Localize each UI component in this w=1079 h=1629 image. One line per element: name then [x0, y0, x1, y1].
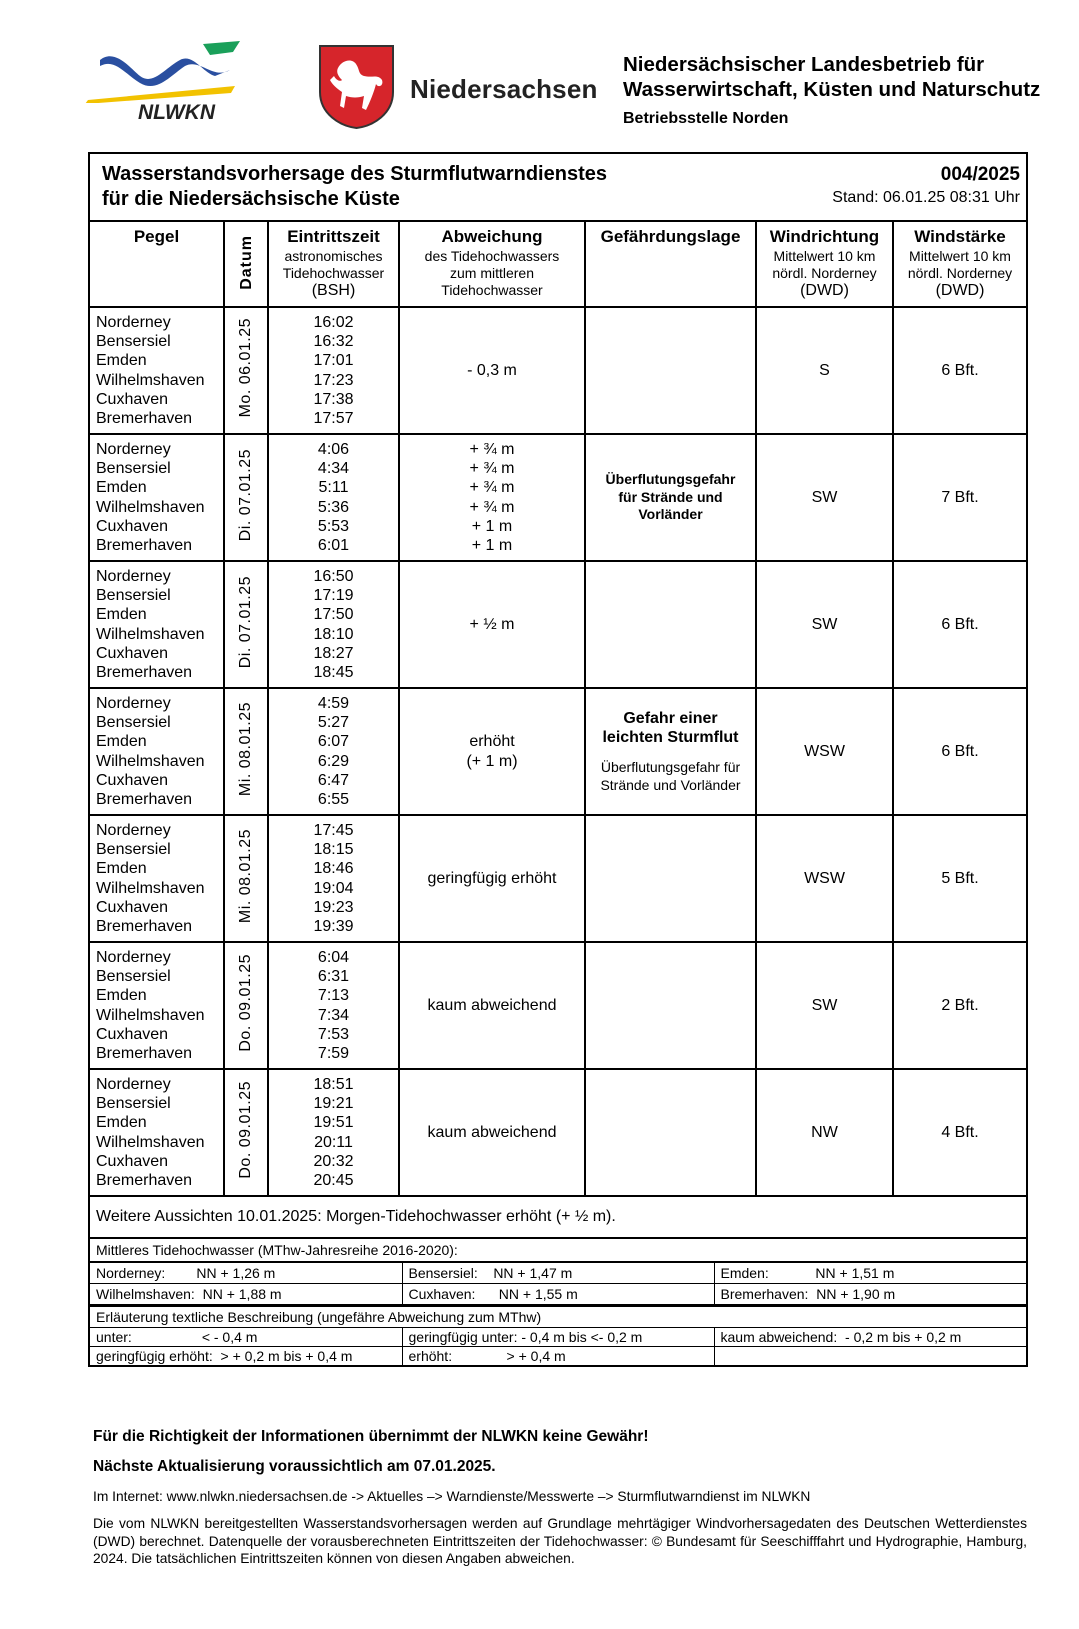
station-name: Cuxhaven — [96, 1152, 169, 1170]
col-datum — [224, 222, 268, 307]
station-name: Cuxhaven — [96, 390, 169, 408]
high-water-time: 20:45 — [313, 1172, 354, 1190]
col-ws-l2: nördl. Norderney — [907, 265, 1013, 281]
mthw-cell: Cuxhaven: NN + 1,55 m — [402, 1284, 714, 1305]
hazard-cell — [585, 1069, 756, 1195]
high-water-time: 6:29 — [317, 752, 350, 770]
outlook-text: Weitere Aussichten 10.01.2025: Morgen-Tidehochwasser erhöht (+ ½ m). — [90, 1195, 1026, 1237]
station-name: Emden — [96, 606, 147, 624]
times-cell — [268, 307, 399, 434]
station-name: Norderney — [96, 567, 171, 585]
high-water-time: 5:27 — [317, 713, 350, 731]
station-name: Norderney — [96, 1075, 171, 1093]
explanation-row — [90, 1328, 1026, 1347]
wind-direction-cell — [756, 561, 893, 688]
stations-cell — [90, 561, 224, 688]
explanation-table — [90, 1327, 1026, 1365]
station-name: Emden — [96, 352, 147, 370]
deviation-cell — [399, 942, 585, 1069]
org-sub: Betriebsstelle Norden — [623, 110, 789, 127]
wind-force: 2 Bft. — [941, 996, 979, 1014]
station-name: Emden — [96, 479, 147, 497]
high-water-time: 6:04 — [317, 948, 350, 966]
wind-direction-cell — [756, 942, 893, 1069]
station-name: Bremerhaven — [96, 1172, 193, 1190]
station-name: Bremerhaven — [96, 537, 193, 555]
stations-cell — [90, 307, 224, 434]
high-water-time: 17:57 — [313, 410, 354, 428]
deviation-value: + 1 m — [471, 517, 513, 535]
wind-direction: WSW — [804, 742, 845, 760]
high-water-time: 19:39 — [313, 918, 354, 936]
deviation-value: kaum abweichend — [427, 1123, 557, 1141]
station-name: Bremerhaven — [96, 791, 193, 809]
forecast-row — [90, 688, 1026, 815]
station-name: Wilhelmshaven — [96, 371, 205, 389]
high-water-time: 6:01 — [317, 537, 350, 555]
wind-force: 4 Bft. — [941, 1123, 979, 1141]
col-wr-l2: nördl. Norderney — [772, 265, 877, 281]
deviation-value: geringfügig erhöht — [427, 869, 557, 887]
stations-cell — [90, 688, 224, 815]
forecast-title — [102, 162, 607, 212]
wind-direction: SW — [811, 488, 838, 506]
times-cell — [268, 434, 399, 561]
mthw-title: Mittleres Tidehochwasser (MThw-Jahresreihe 2016-2020): — [90, 1237, 1026, 1261]
high-water-time: 17:01 — [313, 352, 354, 370]
stations-cell — [90, 942, 224, 1069]
high-water-time: 6:55 — [317, 791, 350, 809]
explanation-cell: kaum abweichend: - 0,2 m bis + 0,2 m — [714, 1328, 1026, 1347]
deviation-cell — [399, 561, 585, 688]
station-name: Bensersiel — [96, 1094, 171, 1112]
col-abw-l2: zum mittleren — [449, 265, 535, 281]
disclaimer: Für die Richtigkeit der Informationen übernimmt der NLWKN keine Gewähr! — [93, 1428, 649, 1445]
station-name: Bremerhaven — [96, 1045, 193, 1063]
wind-direction: SW — [811, 615, 838, 633]
forecast-timestamp: Stand: 06.01.25 08:31 Uhr — [832, 189, 1020, 206]
org-line-2: Wasserwirtschaft, Küsten und Naturschutz — [623, 78, 1041, 101]
stations-cell — [90, 815, 224, 942]
high-water-time: 7:13 — [317, 987, 350, 1005]
station-name: Norderney — [96, 440, 171, 458]
date-cell — [224, 942, 268, 1069]
forecast-row — [90, 1069, 1026, 1195]
explanation-cell: unter: < - 0,4 m — [90, 1328, 402, 1347]
wind-direction-cell — [756, 688, 893, 815]
station-name: Bremerhaven — [96, 410, 193, 428]
explanation-cell — [714, 1347, 1026, 1366]
date-label: Mi. 08.01.25 — [237, 828, 254, 924]
wind-direction: NW — [811, 1123, 838, 1141]
times-cell — [268, 815, 399, 942]
col-eintritt-title: Eintrittszeit — [287, 227, 380, 246]
mthw-cell: Bensersiel: NN + 1,47 m — [402, 1262, 714, 1284]
forecast-row — [90, 942, 1026, 1069]
date-label: Mo. 06.01.25 — [237, 318, 254, 418]
high-water-time: 18:27 — [313, 644, 354, 662]
high-water-time: 4:06 — [317, 440, 350, 458]
deviation-cell — [399, 688, 585, 815]
wind-force-cell — [893, 561, 1026, 688]
station-name: Wilhelmshaven — [96, 752, 205, 770]
deviation-value: + 1 m — [471, 537, 513, 555]
high-water-time: 16:50 — [313, 567, 354, 585]
col-abw-l1: des Tidehochwassers — [424, 248, 560, 264]
wind-force: 5 Bft. — [941, 869, 979, 887]
times-cell — [268, 1069, 399, 1195]
high-water-time: 18:10 — [313, 625, 354, 643]
station-name: Emden — [96, 860, 147, 878]
wind-direction-cell — [756, 307, 893, 434]
mthw-row — [90, 1284, 1026, 1305]
explanation-row — [90, 1347, 1026, 1366]
explanation-cell: erhöht: > + 0,4 m — [402, 1347, 714, 1366]
forecast-row — [90, 561, 1026, 688]
mthw-cell: Wilhelmshaven: NN + 1,88 m — [90, 1284, 402, 1305]
station-name: Cuxhaven — [96, 1025, 169, 1043]
high-water-time: 6:47 — [317, 771, 350, 789]
forecast-title-block — [90, 154, 1026, 222]
times-cell — [268, 942, 399, 1069]
col-eintrittszeit — [268, 222, 399, 307]
high-water-time: 18:46 — [313, 860, 354, 878]
station-name: Cuxhaven — [96, 771, 169, 789]
high-water-time: 7:53 — [317, 1025, 350, 1043]
wind-force-cell — [893, 942, 1026, 1069]
date-label: Di. 07.01.25 — [237, 448, 254, 542]
hazard-cell — [585, 561, 756, 688]
station-name: Bensersiel — [96, 332, 171, 350]
wind-direction-cell — [756, 815, 893, 942]
station-name: Emden — [96, 733, 147, 751]
date-cell — [224, 561, 268, 688]
times-cell — [268, 561, 399, 688]
wind-direction: WSW — [804, 869, 845, 887]
deviation-cell — [399, 307, 585, 434]
high-water-time: 17:23 — [313, 371, 354, 389]
station-name: Norderney — [96, 313, 171, 331]
high-water-time: 16:02 — [313, 313, 354, 331]
col-datum-label: Datum — [237, 234, 255, 290]
next-update: Nächste Aktualisierung voraussichtlich am 07.01.2025. — [93, 1458, 496, 1475]
col-ws-l1: Mittelwert 10 km — [909, 248, 1011, 264]
hazard-text: Überflutungsgefahr für Strände und Vorländer — [605, 471, 736, 523]
deviation-value: kaum abweichend — [427, 996, 557, 1014]
station-name: Wilhelmshaven — [96, 498, 205, 516]
col-wr-title: Windrichtung — [769, 227, 880, 246]
station-name: Wilhelmshaven — [96, 1006, 205, 1024]
hazard-cell — [585, 942, 756, 1069]
wind-direction-cell — [756, 1069, 893, 1195]
high-water-time: 7:34 — [317, 1006, 350, 1024]
high-water-time: 4:34 — [317, 459, 350, 477]
wind-direction-cell — [756, 434, 893, 561]
station-name: Wilhelmshaven — [96, 625, 205, 643]
forecast-table — [90, 222, 1026, 1195]
date-cell — [224, 307, 268, 434]
wind-force: 6 Bft. — [941, 615, 979, 633]
station-name: Emden — [96, 987, 147, 1005]
station-name: Cuxhaven — [96, 898, 169, 916]
high-water-time: 20:32 — [313, 1152, 354, 1170]
deviation-value: + ¾ m — [469, 459, 515, 477]
high-water-time: 16:32 — [313, 332, 354, 350]
date-cell — [224, 1069, 268, 1195]
col-windstaerke — [893, 222, 1026, 307]
wind-force: 7 Bft. — [941, 488, 979, 506]
wind-force-cell — [893, 307, 1026, 434]
title-line-2: für die Niedersächsische Küste — [102, 188, 400, 210]
high-water-time: 6:07 — [317, 733, 350, 751]
forecast-row — [90, 434, 1026, 561]
hazard-cell — [585, 688, 756, 815]
station-name: Emden — [96, 1114, 147, 1132]
high-water-time: 6:31 — [317, 967, 350, 985]
high-water-time: 20:11 — [314, 1133, 353, 1151]
org-line-1: Niedersächsischer Landesbetrieb für — [623, 53, 985, 76]
high-water-time: 18:15 — [313, 840, 354, 858]
station-name: Cuxhaven — [96, 644, 169, 662]
mthw-cell: Norderney: NN + 1,26 m — [90, 1262, 402, 1284]
explanation-cell: geringfügig unter: - 0,4 m bis <- 0,2 m — [402, 1328, 714, 1347]
station-name: Bensersiel — [96, 459, 171, 477]
table-header-row — [90, 222, 1026, 307]
stations-cell — [90, 1069, 224, 1195]
col-eintritt-l2: Tidehochwasser — [282, 265, 385, 281]
mthw-cell: Bremerhaven: NN + 1,90 m — [714, 1284, 1026, 1305]
hazard-cell — [585, 434, 756, 561]
title-line-1: Wasserstandsvorhersage des Sturmflutwarndienstes — [102, 163, 607, 185]
wind-force-cell — [893, 688, 1026, 815]
wind-force-cell — [893, 1069, 1026, 1195]
deviation-value: + ¾ m — [469, 479, 515, 497]
date-label: Di. 07.01.25 — [237, 575, 254, 669]
date-label: Mi. 08.01.25 — [237, 701, 254, 797]
col-gefaehrdungslage — [585, 222, 756, 307]
col-windrichtung — [756, 222, 893, 307]
mthw-table — [90, 1261, 1026, 1304]
station-name: Norderney — [96, 694, 171, 712]
station-name: Bensersiel — [96, 840, 171, 858]
date-label: Do. 09.01.25 — [237, 954, 254, 1052]
explanation-title: Erläuterung textliche Beschreibung (ungefähre Abweichung zum MThw) — [90, 1304, 1026, 1327]
col-ws-l3: (DWD) — [935, 282, 985, 299]
high-water-time: 7:59 — [317, 1045, 350, 1063]
station-name: Bremerhaven — [96, 664, 193, 682]
deviation-value: - 0,3 m — [467, 361, 517, 379]
organization-name — [623, 52, 1040, 131]
hazard-cell — [585, 815, 756, 942]
high-water-time: 18:51 — [313, 1075, 354, 1093]
deviation-cell — [399, 434, 585, 561]
col-pegel — [90, 222, 224, 307]
high-water-time: 18:45 — [313, 664, 354, 682]
high-water-time: 17:50 — [313, 606, 354, 624]
station-name: Bensersiel — [96, 586, 171, 604]
hazard-detail: Überflutungsgefahr für Strände und Vorländer — [600, 759, 741, 793]
col-wr-l1: Mittelwert 10 km — [773, 248, 876, 264]
deviation-value: + ½ m — [469, 615, 515, 633]
station-name: Bensersiel — [96, 967, 171, 985]
high-water-time: 5:11 — [318, 479, 349, 497]
deviation-cell — [399, 1069, 585, 1195]
date-cell — [224, 434, 268, 561]
deviation-value: + ¾ m — [469, 498, 515, 516]
forecast-table-body — [90, 307, 1026, 1195]
deviation-value: erhöht — [469, 733, 515, 751]
explanation-cell: geringfügig erhöht: > + 0,2 m bis + 0,4 m — [90, 1347, 402, 1366]
wind-force-cell — [893, 815, 1026, 942]
internet-link[interactable]: Im Internet: www.nlwkn.niedersachsen.de -> Aktuelles –> Warndienste/Messwerte –> Sturmflutwarndienst im NLWKN — [93, 1489, 811, 1504]
nlwkn-logo-text: NLWKN — [138, 101, 215, 124]
stations-cell — [90, 434, 224, 561]
col-pegel-label: Pegel — [133, 227, 180, 246]
col-wr-l3: (DWD) — [800, 282, 849, 299]
high-water-time: 19:51 — [313, 1114, 354, 1132]
coat-of-arms-icon — [318, 44, 395, 130]
high-water-time: 5:53 — [317, 517, 350, 535]
deviation-value: + ¾ m — [469, 440, 515, 458]
deviation-value: (+ 1 m) — [466, 752, 518, 770]
high-water-time: 5:36 — [317, 498, 350, 516]
wind-force-cell — [893, 434, 1026, 561]
high-water-time: 19:04 — [313, 879, 354, 897]
wind-direction: S — [819, 361, 830, 379]
wind-force: 6 Bft. — [941, 742, 979, 760]
mthw-cell: Emden: NN + 1,51 m — [714, 1262, 1026, 1284]
high-water-time: 17:19 — [313, 586, 354, 604]
deviation-cell — [399, 815, 585, 942]
high-water-time: 19:21 — [313, 1094, 354, 1112]
mthw-row — [90, 1262, 1026, 1284]
col-abw-title: Abweichung — [441, 227, 543, 246]
high-water-time: 4:59 — [317, 694, 350, 712]
col-abw-l3: Tidehochwasser — [441, 282, 543, 298]
date-cell — [224, 688, 268, 815]
col-eintritt-l1: astronomisches — [284, 248, 383, 264]
wind-force: 6 Bft. — [941, 361, 979, 379]
forecast-row — [90, 307, 1026, 434]
forecast-number: 004/2025 — [940, 164, 1020, 185]
forecast-document — [88, 152, 1028, 1367]
station-name: Bremerhaven — [96, 918, 193, 936]
hazard-level: Gefahr einer leichten Sturmflut — [602, 710, 739, 746]
col-abweichung — [399, 222, 585, 307]
station-name: Bensersiel — [96, 713, 171, 731]
date-cell — [224, 815, 268, 942]
high-water-time: 17:45 — [313, 821, 354, 839]
station-name: Wilhelmshaven — [96, 1133, 205, 1151]
source-text: Die vom NLWKN bereitgestellten Wasserstandsvorhersagen werden auf Grundlage mehrtägiger Windvorhersagedaten des Deutschen Wetterdienstes (DWD) berechnet. Datenquelle der vorausberechneten Eintrittszeiten der Tidehochwasser: © Bundesamt für Seeschifffahrt und Hydrographie, Hamburg, 2024. Die tatsächlichen Eintrittszeiten können von diesen Angaben abweichen. — [93, 1516, 1027, 1566]
niedersachsen-logo-text: Niedersachsen — [410, 74, 598, 104]
hazard-cell — [585, 307, 756, 434]
forecast-row — [90, 815, 1026, 942]
col-ws-title: Windstärke — [914, 227, 1006, 246]
wind-direction: SW — [811, 996, 838, 1014]
nlwkn-wave-icon — [85, 38, 245, 103]
high-water-time: 17:38 — [313, 390, 354, 408]
station-name: Wilhelmshaven — [96, 879, 205, 897]
station-name: Cuxhaven — [96, 517, 169, 535]
high-water-time: 19:23 — [313, 898, 354, 916]
station-name: Norderney — [96, 948, 171, 966]
date-label: Do. 09.01.25 — [237, 1081, 254, 1179]
col-gef-title: Gefährdungslage — [600, 227, 741, 246]
station-name: Norderney — [96, 821, 171, 839]
times-cell — [268, 688, 399, 815]
col-eintritt-l3: (BSH) — [311, 282, 356, 299]
